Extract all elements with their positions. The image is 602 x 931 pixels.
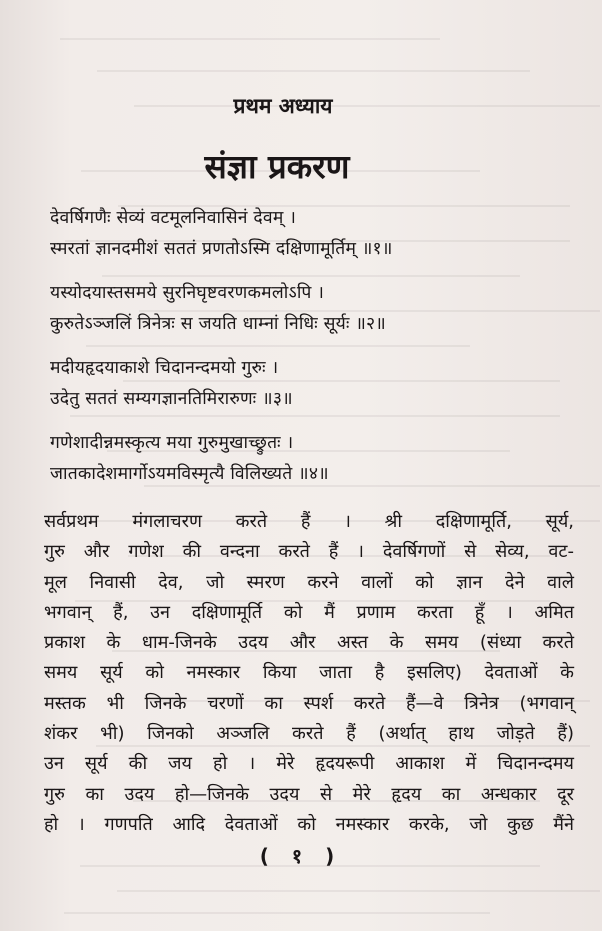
prose-line: उन सूर्य की जय हो । मेरे हृदयरूपी आकाश में चिदानन्दमय <box>44 753 574 775</box>
prose-line: समय सूर्य को नमस्कार किया जाता है इसलिए) देवताओं के <box>44 662 574 684</box>
verse-line: देवर्षिगणैः सेव्यं वटमूलनिवासिनं देवम् । <box>50 208 297 228</box>
verse-1 <box>50 203 570 265</box>
prose-line: हो । गणपति आदि देवताओं को नमस्कार करके, जो कुछ मैंने <box>44 813 574 835</box>
verse-2 <box>50 278 570 340</box>
chapter-title: प्रथम अध्याय <box>233 94 333 118</box>
verse-line: जातकादेशमार्गोऽयमविस्मृत्यै विलिख्यते ॥४॥ <box>50 464 329 484</box>
prose-line: सर्वप्रथम मंगलाचरण करते हैं । श्री दक्षिणामूर्ति, सूर्य, <box>44 511 574 532</box>
verse-line: स्मरतां ज्ञानदमीशं सततं प्रणतोऽस्मि दक्षिणामूर्तिम् ॥१॥ <box>50 239 393 259</box>
bleed-line <box>60 38 440 40</box>
verse-line: उदेतु सततं सम्यगज्ञानतिमिरारुणः ॥३॥ <box>50 389 293 409</box>
verse-line: कुरुतेऽञ्जलिं त्रिनेत्रः स जयति धाम्नां निधिः सूर्यः ॥२॥ <box>50 314 386 334</box>
section-title: संज्ञा प्रकरण <box>204 147 350 186</box>
verse-line: मदीयहृदयाकाशे चिदानन्दमयो गुरुः । <box>50 358 279 378</box>
verse-block <box>50 203 570 503</box>
bleed-line <box>117 890 600 892</box>
bleed-line <box>97 70 530 72</box>
prose-line: शंकर भी) जिनको अञ्जलि करते हैं (अर्थात् हाथ जोड़ते हैं) <box>44 723 574 745</box>
prose-line: गुरु का उदय हो—जिनके उदय से मेरे हृदय का अन्धकार दूर <box>44 783 574 805</box>
verse-line: गणेशादीन्नमस्कृत्य मया गुरुमुखाच्छ्रुतः । <box>50 433 294 453</box>
bleed-line <box>64 912 490 914</box>
verse-3 <box>50 353 570 415</box>
commentary-paragraph <box>44 507 574 840</box>
prose-line: प्रकाश के धाम-जिनके उदय और अस्त के समय (संध्या करते <box>44 632 574 654</box>
prose-line: मूल निवासी देव, जो स्मरण करने वालों को ज्ञान देने वाले <box>44 571 574 593</box>
prose-line: भगवान् हैं, उन दक्षिणामूर्ति को मैं प्रणाम करता हूँ । अमित <box>44 601 574 623</box>
verse-4 <box>50 428 570 490</box>
page-number: ( १ ) <box>259 844 343 868</box>
verse-line: यस्योदयास्तसमये सुरनिघृष्टवरणकमलोऽपि । <box>50 283 325 303</box>
prose-line: गुरु और गणेश की वन्दना करते हैं । देवर्षिगणों से सेव्य, वट- <box>44 541 574 563</box>
prose-line: मस्तक भी जिनके चरणों का स्पर्श करते हैं—वे त्रिनेत्र (भगवान् <box>44 692 574 714</box>
